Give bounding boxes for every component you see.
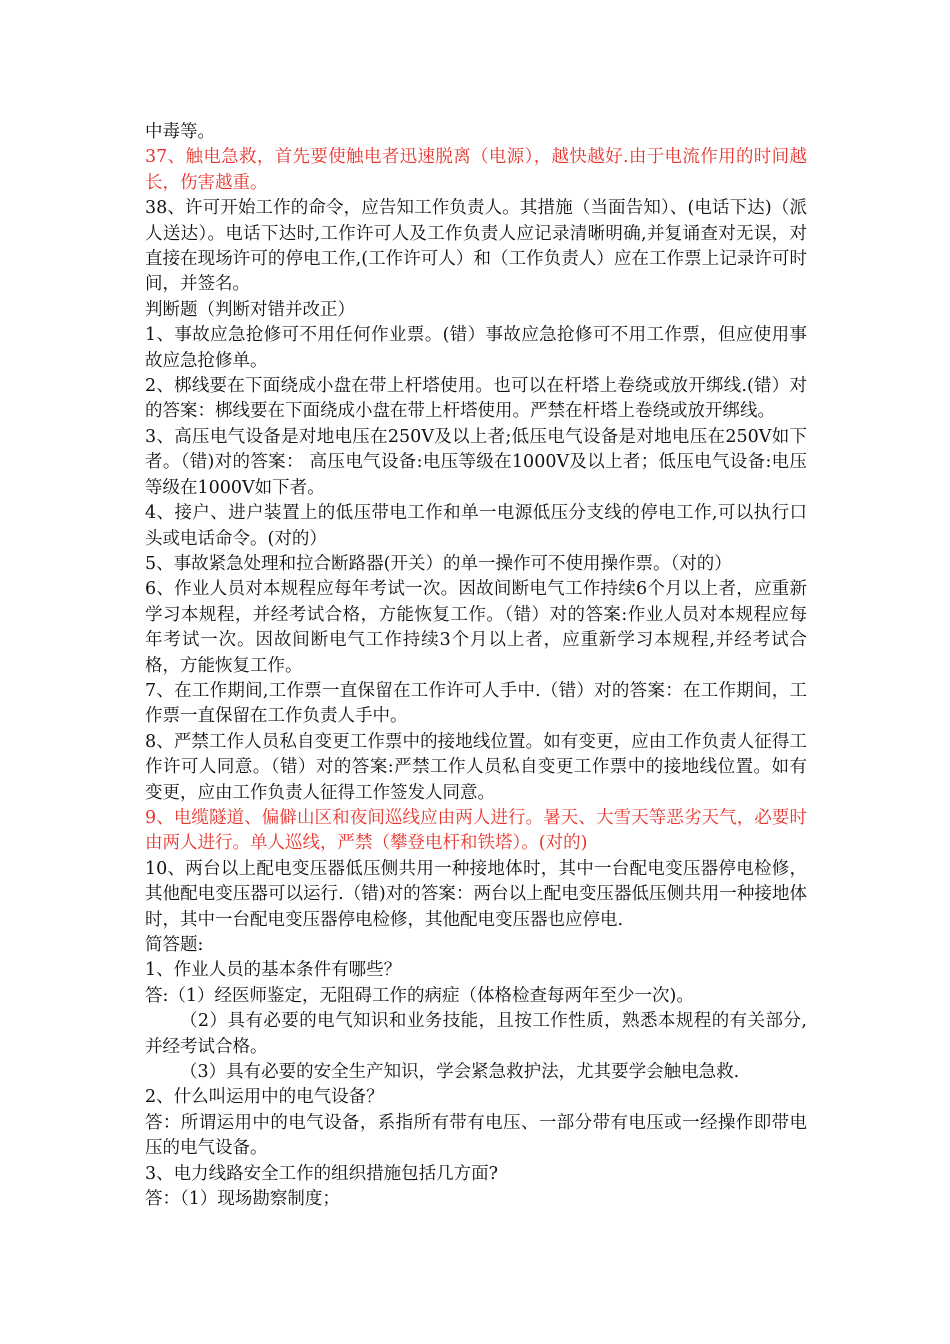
- question-2: 2、什么叫运用中的电气设备？: [145, 1087, 384, 1108]
- judgement-item-8: 8、严禁工作人员私自变更工作票中的接地线位置。如有变更，应由工作负责人征得工作许可人同意。（错）对的答案:严禁工作人员私自变更工作票中的接地线位置。如有变更，应由工作负责人征得工作签发人同意。: [145, 731, 807, 803]
- judgement-item-5: 5、事故紧急处理和拉合断路器(开关）的单一操作可不使用操作票。（对的）: [145, 553, 732, 574]
- question-3: 3、电力线路安全工作的组织措施包括几方面?: [145, 1163, 499, 1184]
- answer-1-part-2: （2）具有必要的电气知识和业务技能，且按工作性质，熟悉本规程的有关部分,并经考试合格。: [145, 1011, 807, 1057]
- section-heading-judgement: 判断题（判断对错并改正）: [145, 299, 355, 320]
- judgement-item-1: 1、事故应急抢修可不用任何作业票。(错）事故应急抢修可不用工作票，但应使用事故应急抢修单。: [145, 325, 807, 371]
- paragraph-item-37: 37、触电急救，首先要使触电者迅速脱离（电源），越快越好.由于电流作用的时间越长，伤害越重。: [145, 147, 807, 193]
- judgement-item-4: 4、接户、进户装置上的低压带电工作和单一电源低压分支线的停电工作,可以执行口头或电话命令。(对的）: [145, 503, 807, 549]
- answer-3-part-1: 答：（1）现场勘察制度；: [145, 1189, 340, 1210]
- answer-1-part-1: 答:（1）经医师鉴定，无阻碍工作的病症（体格检查每两年至少一次)。: [145, 985, 694, 1006]
- document-page: [145, 120, 807, 1212]
- judgement-item-3: 3、高压电气设备是对地电压在250V及以上者;低压电气设备是对地电压在250V如下者。（错)对的答案： 高压电气设备:电压等级在1000V及以上者；低压电气设备:电压等级在1000V如下者。: [145, 426, 807, 498]
- answer-2: 答：所谓运用中的电气设备，系指所有带有电压、一部分带有电压或一经操作即带电压的电气设备。: [145, 1112, 807, 1159]
- section-heading-short-answer: 简答题:: [145, 935, 204, 955]
- judgement-item-2: 2、梆线要在下面绕成小盘在带上杆塔使用。也可以在杆塔上卷绕或放开绑线.(错）对的答案：梆线要在下面绕成小盘在带上杆塔使用。严禁在杆塔上卷绕或放开绑线。: [145, 376, 807, 422]
- judgement-item-6: 6、作业人员对本规程应每年考试一次。因故间断电气工作持续6个月以上者，应重新学习本规程，并经考试合格，方能恢复工作。（错）对的答案:作业人员对本规程应每年考试一次。因故间断电气工作持续3个月以上者，应重新学习本规程,并经考试合格，方能恢复工作。: [145, 579, 807, 676]
- judgement-item-7: 7、在工作期间,工作票一直保留在工作许可人手中.（错）对的答案：在工作期间，工作票一直保留在工作负责人手中。: [145, 680, 807, 727]
- paragraph-item-38: 38、许可开始工作的命令，应告知工作负责人。其措施（当面告知）、(电话下达)（派人送达）。电话下达时,工作许可人及工作负责人应记录清晰明确,并复诵查对无误，对直接在现场许可的停电工作,(工作许可人）和（工作负责人）应在工作票上记录许可时间，并签名。: [145, 198, 807, 295]
- answer-1-part-3: （3）具有必要的安全生产知识，学会紧急救护法，尤其要学会触电急救.: [180, 1062, 740, 1083]
- judgement-item-9: 9、电缆隧道、偏僻山区和夜间巡线应由两人进行。暑天、大雪天等恶劣天气，必要时由两人进行。单人巡线，严禁（攀登电杆和铁塔）。(对的): [145, 807, 807, 854]
- judgement-item-10: 10、两台以上配电变压器低压侧共用一种接地体时，其中一台配电变压器停电检修，其他配电变压器可以运行.（错)对的答案：两台以上配电变压器低压侧共用一种接地体时，其中一台配电变压器停电检修，其他配电变压器也应停电.: [145, 858, 807, 930]
- question-1: 1、作业人员的基本条件有哪些？: [145, 960, 402, 981]
- paragraph-intro: 中毒等。: [145, 122, 215, 142]
